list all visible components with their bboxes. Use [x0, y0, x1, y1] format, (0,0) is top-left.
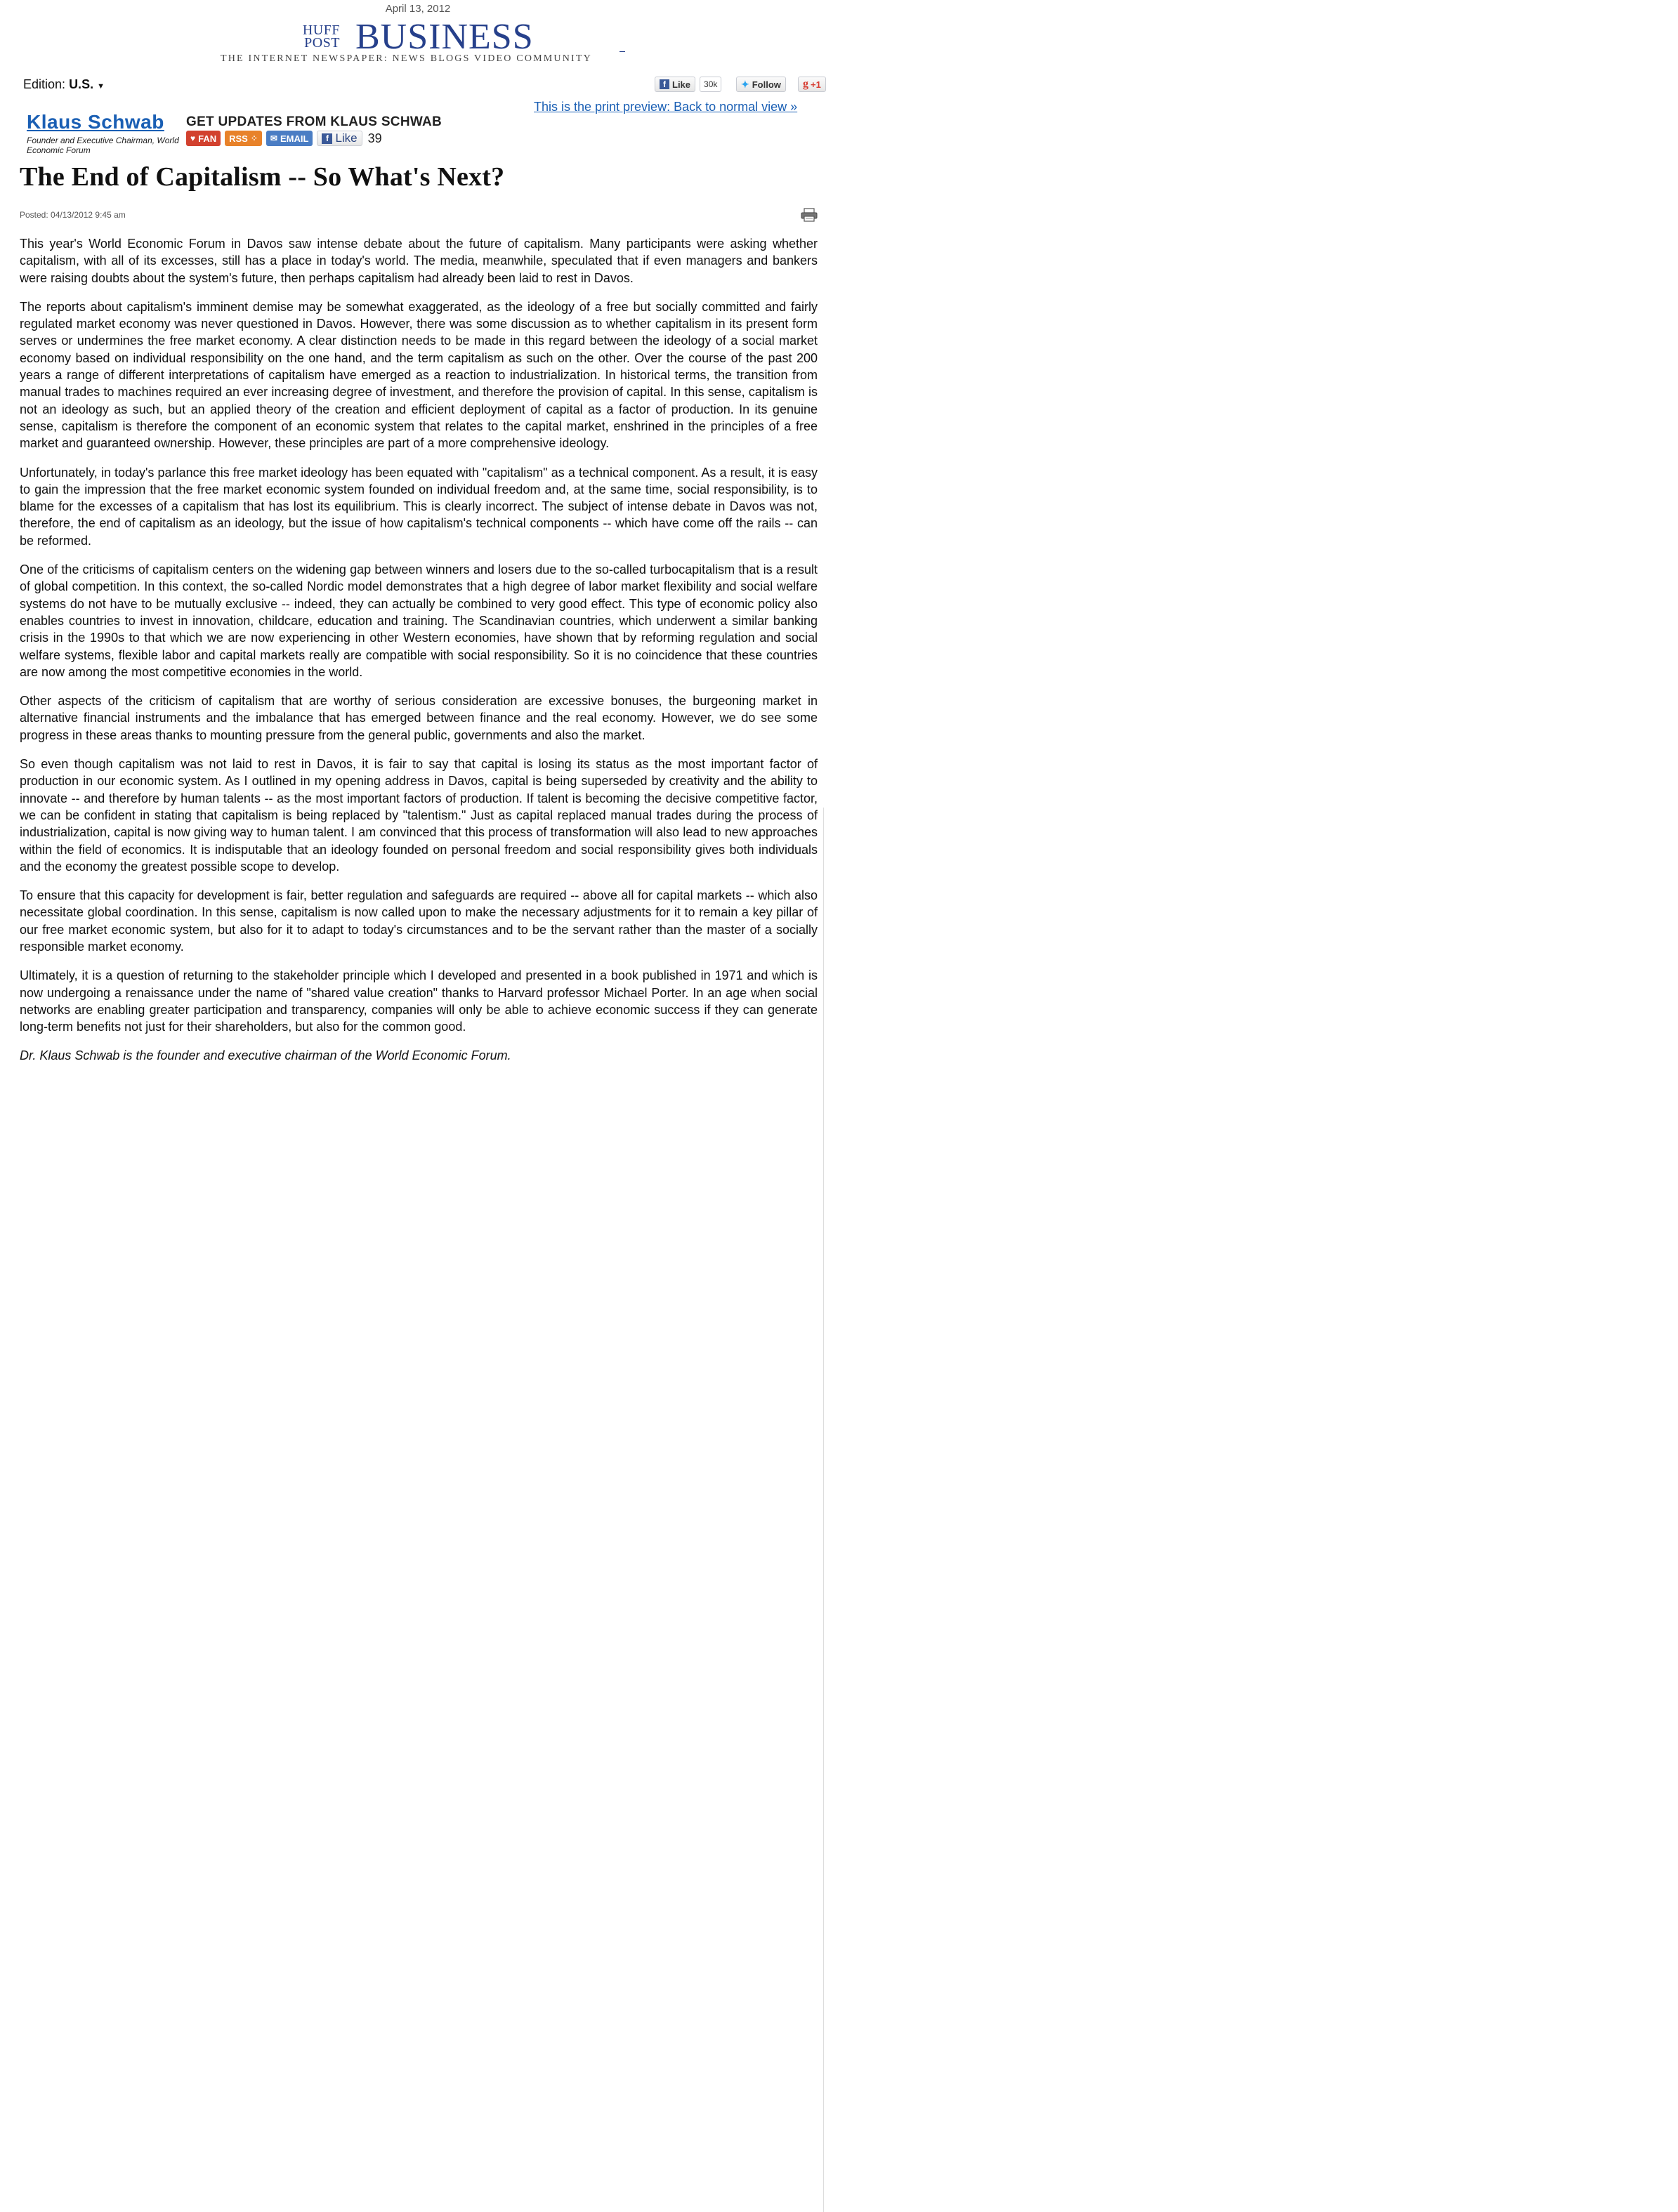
author-like-count: 39: [367, 131, 382, 145]
section-logo-business[interactable]: BUSINESS: [355, 17, 534, 57]
author-like-label: Like: [335, 131, 358, 145]
logo-post-text: POST: [304, 35, 340, 51]
author-bio: Dr. Klaus Schwab is the founder and executive chairman of the World Economic Forum.: [20, 1048, 511, 1063]
huffpost-logo[interactable]: [298, 24, 340, 49]
facebook-like-widget[interactable]: [655, 76, 721, 93]
edition-label: Edition:: [23, 77, 66, 91]
facebook-like-count: 30k: [700, 77, 721, 92]
author-name-link[interactable]: Klaus Schwab: [27, 111, 164, 133]
envelope-icon: ✉: [270, 133, 277, 143]
article-body: [20, 235, 818, 1077]
google-plus-widget[interactable]: [798, 76, 826, 93]
twitter-follow-label: Follow: [752, 79, 781, 90]
facebook-like-label: Like: [672, 79, 691, 90]
fan-label: FAN: [198, 133, 217, 144]
facebook-like-button[interactable]: [655, 77, 695, 92]
rss-icon: ⁘: [250, 133, 258, 143]
email-button[interactable]: [266, 131, 313, 146]
posted-timestamp: Posted: 04/13/2012 9:45 am: [20, 210, 126, 220]
rss-label: RSS: [229, 133, 248, 144]
author-like-button[interactable]: [317, 131, 362, 146]
google-plus-icon: g: [803, 78, 808, 90]
edition-selector[interactable]: [23, 77, 105, 92]
heart-icon: ♥: [190, 133, 196, 143]
chevron-down-icon: ▼: [97, 82, 105, 91]
facebook-icon: f: [322, 133, 332, 144]
facebook-icon: f: [660, 79, 669, 89]
article-paragraph: Unfortunately, in today's parlance this free market ideology has been equated with "capitalism" as a technical component. As a result, it is easy to gain the impression that the free market economic system founded on individual freedom and, at the same time, social responsibility, is to blame for the excesses of a capitalism that has lost its equilibrium. This is clearly incorrect. The subject of intense debate in Davos was not, therefore, the end of capitalism as an ideology, but the issue of how capitalism's technical components -- which have come off the rails -- can be reformed.: [20, 465, 818, 548]
google-plus-label: +1: [811, 79, 821, 90]
masthead-tagline: THE INTERNET NEWSPAPER: NEWS BLOGS VIDEO COMMUNITY: [221, 53, 592, 64]
article-paragraph: Ultimately, it is a question of returning to the stakeholder principle which I developed and presented in a book published in 1971 and which is now undergoing a renaissance under the name of "shared value creation" thanks to Harvard professor Michael Porter. In an age when social networks are enabling greater participation and transparency, companies will only be able to achieve economic success if they can generate long-term benefits not just for their shareholders, but also for the common good.: [20, 968, 818, 1034]
article-paragraph: The reports about capitalism's imminent demise may be somewhat exaggerated, as the ideology of a free but socially committed and fairly regulated market economy was never questioned in Davos. However, there was some discussion as to whether capitalism in its present form serves or undermines the free market economy. A clear distinction needs to be made in this regard between the ideology of a social market economy based on individual responsibility on the one hand, and the term capitalism as such on the other. Over the course of the past 200 years a range of different interpretations of capitalism have emerged as a reaction to industrialization. In historical terms, the transition from manual trades to machines required an ever increasing degree of investment, and therefore the provision of capital. In this sense, capitalism is not an ideology as such, but an applied theory of the creation and efficient deployment of capital as a factor of production. In its genuine sense, capitalism is therefore the component of an economic system that relates to the capital market, enshrined in the principles of a free market and guaranteed ownership. However, these principles are part of a more comprehensive ideology.: [20, 299, 818, 451]
article-paragraph: To ensure that this capacity for development is fair, better regulation and safeguards are required -- above all for capital markets -- which also necessitate global coordination. In this sense, capitalism is now called upon to make the necessary adjustments for it to remain a key pillar of our free market economic system, but also for it to adapt to today's circumstances and to be the servant rather than the master of a socially responsible market economy.: [20, 888, 818, 954]
masthead[interactable]: [0, 17, 836, 73]
twitter-bird-icon: ✦: [741, 78, 749, 90]
logo-huff-text: HUFF: [302, 22, 340, 38]
article-paragraph: Other aspects of the criticism of capitalism that are worthy of serious consideration are excessive bonuses, the burgeoning market in alternative financial instruments and the imbalance that has emerged between finance and the real economy. However, we do see some progress in these areas thanks to mounting pressure from the general public, governments and also the market.: [20, 694, 818, 742]
edition-value: U.S.: [69, 77, 94, 91]
author-title: Founder and Executive Chairman, World Economic Forum: [27, 136, 179, 155]
author-follow-buttons: [186, 130, 382, 147]
fan-button[interactable]: [186, 131, 221, 146]
email-label: EMAIL: [280, 133, 309, 144]
google-plus-button[interactable]: [798, 77, 826, 92]
article-title: The End of Capitalism -- So What's Next?: [20, 162, 505, 192]
page-edge-divider: [823, 808, 824, 2212]
tagline-underline: [620, 51, 625, 52]
article-paragraph: So even though capitalism was not laid to rest in Davos, it is fair to say that capital is losing its status as the most important factor of production in our economic system. As I outlined in my opening address in Davos, capital is being superseded by creativity and the ability to innovate -- and therefore by human talents -- as the most important factors of production. If talent is becoming the decisive competitive factor, we can be confident in stating that capitalism is being replaced by "talentism." Just as capital replaced manual trades during the process of industrialization, capital is now giving way to human talent. I am convinced that this process of transformation will also lead to new approaches within the field of economics. It is indisputable that an ideology founded on personal freedom and social responsibility gives both individuals and the economy the greatest possible scope to develop.: [20, 757, 818, 874]
print-date: April 13, 2012: [385, 3, 451, 15]
printer-icon[interactable]: [801, 208, 818, 222]
twitter-follow-widget[interactable]: [736, 76, 786, 93]
article-paragraph: One of the criticisms of capitalism centers on the widening gap between winners and losers due to the so-called turbocapitalism that is a result of global competition. In this context, the so-called Nordic model demonstrates that a high degree of labor market flexibility and social welfare systems do not have to be mutually exclusive -- indeed, they can actually be combined to very good effect. This type of economic policy also enables countries to invest in innovation, childcare, education and training. The Scandinavian countries, which underwent a similar banking crisis in the 1990s to that which we are now experiencing in other Western economies, have shown that by reforming regulation and social welfare systems, flexible labor and capital markets really are compatible with social responsibility. So it is no coincidence that these countries are now among the most competitive economies in the world.: [20, 562, 818, 679]
back-to-normal-view-link[interactable]: This is the print preview: Back to normal view »: [534, 100, 798, 114]
twitter-follow-button[interactable]: [736, 77, 786, 92]
get-updates-heading: GET UPDATES FROM KLAUS SCHWAB: [186, 114, 443, 129]
rss-button[interactable]: [225, 131, 262, 146]
article-paragraph: This year's World Economic Forum in Davos saw intense debate about the future of capitalism. Many participants were asking whether capitalism, with all of its excesses, still has a place in today's world. The media, meanwhile, speculated that if even managers and bankers were raising doubts about the system's future, then perhaps capitalism had already been laid to rest in Davos.: [20, 237, 818, 285]
